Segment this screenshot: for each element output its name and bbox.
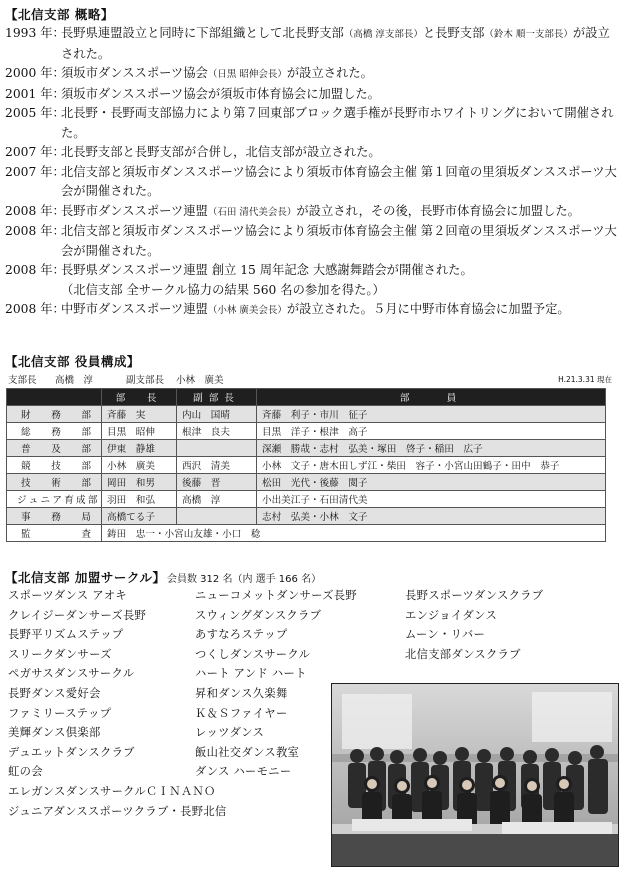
history-text — [61, 104, 617, 143]
dept-cell: ジュニア育成部 — [7, 491, 102, 508]
circle-item: スリークダンサーズ — [8, 647, 112, 661]
history-year: 2007 年： — [5, 164, 65, 179]
history-text-part: 北長野支部と長野支部が合併し，北信支部が設立された。 — [61, 145, 381, 159]
members-cell: 松田 光代・後藤 閲子 — [257, 474, 606, 491]
history-text-part: 北信支部と須坂市ダンススポーツ協会により須坂市体育協会主催 第２回竜の里須坂ダンススポーツ大会が開催された。 — [61, 224, 617, 258]
officers-title: 【北信支部 役員構成】 — [5, 354, 140, 369]
deputy-cell — [177, 508, 257, 525]
branch-head-label: 支部長 — [8, 375, 37, 386]
history-item — [5, 24, 617, 64]
history-item — [5, 300, 617, 321]
history-text-part: （日黒 昭伸会長） — [207, 69, 287, 80]
circle-item: デュエットダンスクラブ — [8, 745, 135, 759]
history-text — [61, 163, 617, 202]
circle-item: スウィングダンスクラブ — [195, 608, 322, 622]
history-item — [5, 104, 617, 143]
circle-item: ジュニアダンススポーツクラブ・長野北信 — [8, 804, 227, 818]
header-blank — [7, 389, 102, 406]
history-text — [61, 24, 617, 64]
circle-item: 昇和ダンス久楽舞 — [195, 686, 288, 700]
members-cell: 小林 文子・唐木田しず江・柴田 容子・小宮山田鶴子・田中 恭子 — [257, 457, 606, 474]
dept-cell: 財務部 — [7, 406, 102, 423]
head-cell: 斉藤 実 — [102, 406, 177, 423]
history-text-part: が設立された。５月に中野市体育協会に加盟予定。 — [286, 302, 570, 316]
history-year: 2000 年： — [5, 66, 65, 80]
history-item — [5, 163, 617, 202]
members-cell: 深瀬 勝哉・志村 弘美・塚田 啓子・稲田 広子 — [257, 440, 606, 457]
officers-header-row — [7, 389, 606, 406]
deputy-cell: 根津 良夫 — [177, 423, 257, 440]
history-text — [61, 85, 617, 105]
circle-item: エンジョイダンス — [405, 608, 498, 622]
history-year: 2008 年： — [5, 263, 65, 277]
history-text-part: （高橋 淳支部長） — [343, 29, 423, 40]
history-year: 2007 年： — [5, 145, 65, 159]
officer-span-cell: 鋳田 忠一・小宮山友雄・小口 稔 — [102, 525, 606, 542]
members-cell: 小出美江子・石田清代美 — [257, 491, 606, 508]
history-text-part: 須坂市ダンススポーツ協会 — [61, 66, 208, 80]
history-text-part: 長野市ダンススポーツ連盟 — [61, 203, 208, 218]
circle-item: Ｋ＆Ｓファイヤー — [195, 706, 288, 720]
circle-item: 虹の会 — [8, 765, 43, 779]
circle-item: 飯山社交ダンス教室 — [195, 745, 300, 759]
date-note: H.21.3.31 現在 — [558, 375, 612, 384]
history-text-part: （小林 廣美会長） — [207, 305, 287, 316]
history-text — [61, 64, 617, 85]
history-text — [61, 261, 617, 281]
officer-row — [7, 440, 606, 457]
history-text — [61, 143, 617, 163]
history-text-part: 須坂市ダンススポーツ協会が須坂市体育協会に加盟した。 — [61, 86, 380, 101]
dept-cell: 競技部 — [7, 457, 102, 474]
members-cell: 斉藤 利子・市川 征子 — [257, 406, 606, 423]
history-year: 2008 年： — [5, 302, 65, 316]
history-text-part: 長野県連盟設立と同時に下部組織として北長野支部 — [61, 26, 344, 40]
history-text-part: 北信支部と須坂市ダンススポーツ協会により須坂市体育協会主催 第１回竜の里須坂ダンススポーツ大会が開催された。 — [61, 164, 617, 198]
circle-item: レッツダンス — [195, 726, 265, 740]
officer-row — [7, 525, 606, 542]
circle-item: ファミリーステップ — [8, 706, 112, 720]
deputy-cell — [177, 440, 257, 457]
circle-item: 長野平リズムステップ — [8, 628, 124, 642]
history-text — [61, 222, 617, 261]
circle-item: ダンス ハーモニー — [195, 765, 292, 779]
circle-item: 長野ダンス愛好会 — [8, 686, 101, 700]
history-year: 2008 年： — [5, 203, 65, 218]
top-officers — [8, 372, 620, 387]
history-text — [61, 202, 617, 223]
history-item — [5, 202, 617, 223]
officer-row — [7, 508, 606, 525]
history-item — [5, 143, 617, 163]
history-year: 2005 年： — [5, 106, 65, 120]
circle-item: クレイジーダンサーズ長野 — [8, 608, 147, 622]
history-text-part: （石田 清代美会長） — [207, 206, 297, 218]
history-title: 【北信支部 概略】 — [5, 7, 114, 22]
officer-row — [7, 491, 606, 508]
members-cell: 志村 弘美・小林 文子 — [257, 508, 606, 525]
circle-column-1 — [8, 586, 227, 821]
deputy-cell: 西沢 清美 — [177, 457, 257, 474]
header-deputy: 副部長 — [177, 389, 257, 406]
header-members: 部 員 — [257, 389, 606, 406]
group-photo — [331, 683, 619, 867]
head-cell: 岡田 和男 — [102, 474, 177, 491]
circle-item: ペガサスダンスサークル — [8, 667, 135, 681]
deputy-name: 小林 廣美 — [176, 375, 224, 386]
branch-head-name: 高橋 淳 — [55, 375, 94, 386]
head-cell: 目黒 昭伸 — [102, 423, 177, 440]
officer-row — [7, 457, 606, 474]
history-text-part: 中野市ダンススポーツ連盟 — [61, 302, 208, 316]
history-item — [5, 261, 617, 281]
history-text-part: が設立された。 — [286, 66, 373, 80]
dept-cell: 技術部 — [7, 474, 102, 491]
header-head: 部 長 — [102, 389, 177, 406]
deputy-cell: 内山 国晴 — [177, 406, 257, 423]
head-cell: 高橋てる子 — [102, 508, 177, 525]
officer-row — [7, 423, 606, 440]
circle-item: 美輝ダンス倶楽部 — [8, 726, 101, 740]
circle-item: ムーン・リバー — [405, 628, 486, 642]
dept-cell: 普及部 — [7, 440, 102, 457]
circle-item: エレガンスダンスサークルＣＩＮＡＮＯ — [8, 784, 216, 798]
circle-item: ハート アンド ハート — [195, 667, 307, 681]
circle-item: あすなろステップ — [195, 628, 288, 642]
deputy-cell: 高橋 淳 — [177, 491, 257, 508]
member-count: 会員数 312 名（内 選手 166 名） — [167, 574, 322, 585]
history-text-part: （鈴木 順一支部長） — [484, 29, 573, 40]
history-item — [5, 222, 617, 261]
circle-column-3 — [405, 586, 543, 664]
group-photo-image — [332, 684, 618, 866]
history-text-part: と長野支部 — [422, 26, 485, 40]
circle-item: 北信支部ダンスクラブ — [405, 647, 521, 661]
history-year: 2001 年： — [5, 86, 65, 101]
members-cell: 目黒 洋子・根津 高子 — [257, 423, 606, 440]
head-cell: 伊東 静雄 — [102, 440, 177, 457]
history-text-part: が設立され，その後，長野市体育協会に加盟した。 — [296, 203, 580, 218]
history-text-part: が設立された。 — [61, 26, 610, 61]
history-text-part: 長野県ダンススポーツ連盟 創立 15 周年記念 大感謝舞踏会が開催された。 — [61, 263, 473, 277]
history-item — [5, 85, 617, 105]
history-list — [5, 24, 617, 321]
history-text — [61, 300, 617, 321]
officers-table — [6, 388, 606, 542]
deputy-cell: 後藤 晋 — [177, 474, 257, 491]
history-year: 2008 年： — [5, 224, 65, 238]
dept-cell: 監査 — [7, 525, 102, 542]
circles-title: 【北信支部 加盟サークル】 — [5, 570, 166, 585]
history-text-part: 北長野・長野両支部協力により第７回東部ブロック選手権が長野市ホワイトリングにおいて開催された。 — [61, 106, 614, 140]
officer-row — [7, 474, 606, 491]
circle-item: ニューコメットダンサーズ長野 — [195, 589, 357, 602]
officer-row — [7, 406, 606, 423]
history-year: 1993 年： — [5, 26, 65, 40]
circle-item: 長野スポーツダンスクラブ — [405, 589, 544, 602]
circle-item: つくしダンスサークル — [195, 647, 311, 661]
circle-item: スポーツダンス アオキ — [8, 589, 127, 602]
history-note: （北信支部 全サークル協力の結果 560 名の参加を得た。） — [61, 282, 385, 297]
head-cell: 小林 廣美 — [102, 457, 177, 474]
history-item — [5, 64, 617, 85]
dept-cell: 総務部 — [7, 423, 102, 440]
head-cell: 羽田 和弘 — [102, 491, 177, 508]
dept-cell: 事務局 — [7, 508, 102, 525]
deputy-label: 副支部長 — [126, 375, 165, 386]
